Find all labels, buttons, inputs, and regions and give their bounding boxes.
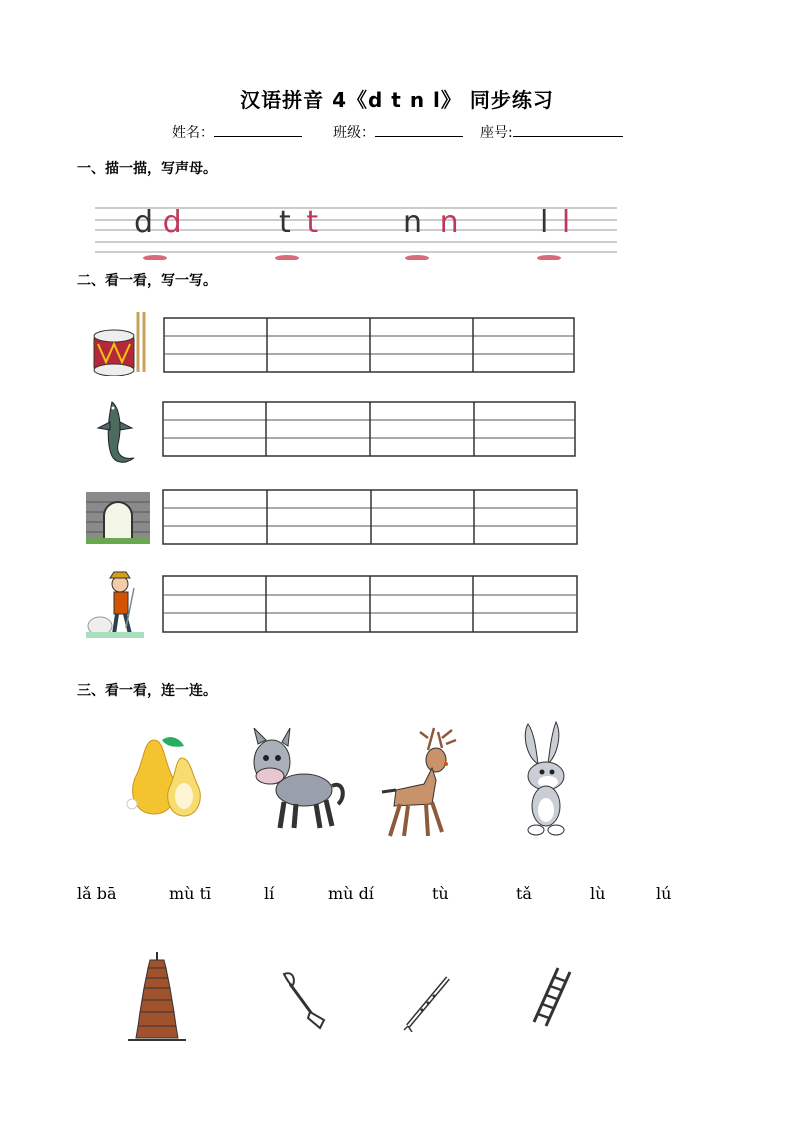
seat-field[interactable]	[480, 122, 623, 142]
trace-letter-n-gray: n	[403, 205, 423, 240]
trace-letter-d-red: d	[162, 205, 182, 240]
rabbit-icon	[516, 720, 582, 838]
pinyin-mu-ti[interactable]: mù tī	[169, 884, 212, 903]
class-field[interactable]	[333, 122, 463, 142]
section-3-heading: 三、看一看，连一连。	[77, 683, 217, 699]
writing-grid-4[interactable]	[162, 575, 580, 633]
trace-letter-d-gray: d	[134, 205, 154, 240]
trumpet-icon	[280, 968, 330, 1032]
trace-letter-t-gray: t	[279, 205, 291, 240]
pinyin-tu[interactable]: tù	[432, 884, 449, 903]
writing-grid-2[interactable]	[162, 401, 578, 457]
pagoda-icon	[128, 952, 186, 1044]
gate-icon	[86, 488, 150, 544]
writing-grid-1[interactable]	[163, 317, 577, 373]
drum-icon	[88, 310, 148, 376]
fish-icon	[90, 398, 144, 468]
section-2-heading: 二、看一看，写一写。	[77, 273, 217, 289]
page-title: 汉语拼音 4《d t n l》 同步练习	[240, 88, 554, 112]
trace-letter-t-red: t	[306, 205, 319, 240]
trace-letter-l-red: l	[561, 205, 571, 240]
seat-label: 座号:	[480, 125, 513, 141]
class-label: 班级：	[333, 125, 375, 141]
trace-letter-l-gray: l	[540, 205, 549, 240]
shepherd-boy-icon	[86, 568, 144, 640]
section-1-heading: 一、描一描，写声母。	[77, 161, 217, 177]
deer-icon	[376, 724, 466, 840]
pinyin-lu-deer[interactable]: lù	[590, 884, 606, 903]
donkey-icon	[248, 728, 348, 832]
ladder-icon	[530, 966, 574, 1028]
pinyin-li[interactable]: lí	[264, 884, 275, 903]
pinyin-la-ba[interactable]: lǎ bā	[77, 884, 117, 903]
writing-grid-3[interactable]	[162, 489, 580, 545]
name-field[interactable]	[172, 122, 302, 142]
trace-letter-n-red: n	[439, 205, 459, 240]
pinyin-lu-donkey[interactable]: lú	[656, 884, 672, 903]
pinyin-mu-di[interactable]: mù dí	[328, 884, 374, 903]
name-label: 姓名：	[172, 125, 214, 141]
flute-icon	[402, 974, 454, 1032]
pear-icon	[124, 734, 214, 820]
pinyin-ta[interactable]: tǎ	[516, 884, 532, 903]
